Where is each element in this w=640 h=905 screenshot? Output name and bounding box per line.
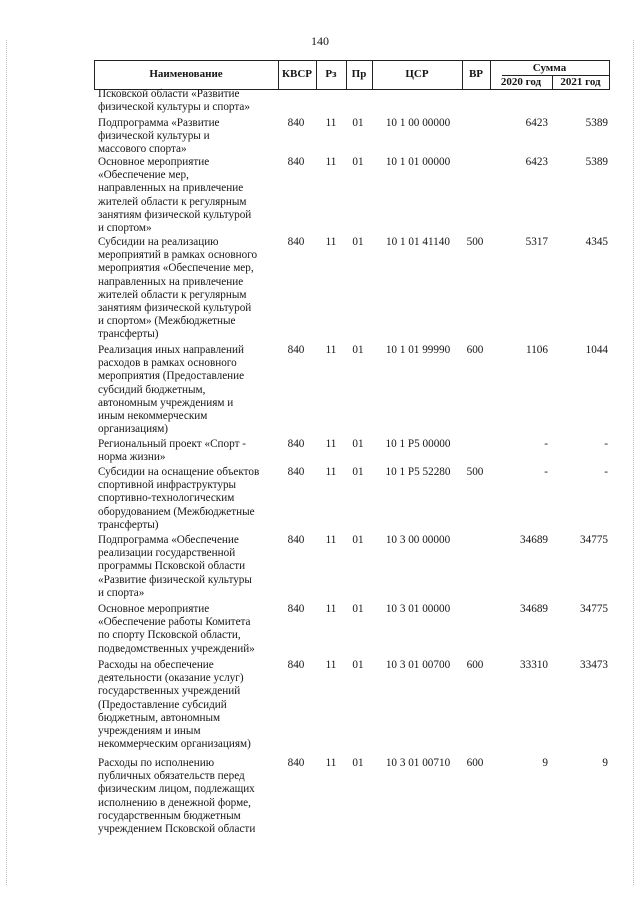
row-sum-2021: 33473 (580, 659, 608, 671)
row-csr: 10 1 01 00000 (385, 156, 451, 168)
row-csr: 10 1 00 00000 (385, 117, 451, 129)
scan-edge-left (6, 40, 7, 885)
row-sum-2020: - (544, 466, 548, 478)
row-sum-2021: 5389 (585, 156, 608, 168)
header-vr: ВР (468, 68, 484, 80)
row-name: Реализация иных направлений расходов в рамках основного мероприятия (Предоставление субсидий бюджетным, автономным учреждениям и иным некоммерческим организациям) (98, 344, 245, 436)
header-sum: Сумма (532, 62, 567, 74)
row-rz: 11 (325, 236, 337, 248)
header-divider (609, 60, 610, 90)
row-pr: 01 (352, 117, 364, 129)
row-vr: 600 (466, 659, 484, 671)
row-csr: 10 3 01 00710 (385, 757, 451, 769)
header-csr: ЦСР (405, 68, 429, 80)
row-rz: 11 (325, 659, 337, 671)
row-sum-2021: 34775 (580, 603, 608, 615)
row-rz: 11 (325, 156, 337, 168)
row-name: Подпрограмма «Развитие физической культуры и массового спорта» (98, 117, 220, 156)
row-rz: 11 (325, 757, 337, 769)
row-kvsr: 840 (287, 603, 305, 615)
row-csr: 10 1 01 41140 (386, 236, 450, 248)
header-year-2021: 2021 год (560, 76, 601, 88)
row-sum-2020: 34689 (520, 603, 548, 615)
row-kvsr: 840 (287, 438, 305, 450)
row-name: Основное мероприятие «Обеспечение работы Комитета по спорту Псковской области, подведомственных учреждений» (98, 603, 255, 655)
row-rz: 11 (325, 603, 337, 615)
row-csr: 10 1 P5 52280 (385, 466, 451, 478)
continuation-text: Псковской области «Развитие физической культуры и спорта» (98, 88, 250, 114)
row-sum-2021: 9 (602, 757, 608, 769)
row-rz: 11 (325, 344, 337, 356)
row-pr: 01 (352, 534, 364, 546)
row-name: Региональный проект «Спорт - норма жизни» (98, 438, 246, 464)
table-header (94, 60, 610, 90)
row-sum-2020: 5317 (525, 236, 548, 248)
row-csr: 10 3 01 00000 (385, 603, 451, 615)
row-sum-2020: 33310 (520, 659, 548, 671)
row-csr: 10 1 01 99990 (385, 344, 451, 356)
header-name: Наименование (149, 68, 223, 80)
row-vr: 500 (466, 236, 484, 248)
row-sum-2020: 6423 (525, 117, 548, 129)
row-sum-2020: 9 (542, 757, 548, 769)
row-name: Субсидии на оснащение объектов спортивной инфраструктуры спортивно-технологическим оборудованием (Межбюджетные трансферты) (98, 466, 260, 531)
row-pr: 01 (352, 466, 364, 478)
row-sum-2021: - (604, 438, 608, 450)
row-kvsr: 840 (287, 534, 305, 546)
row-pr: 01 (352, 659, 364, 671)
row-kvsr: 840 (287, 757, 305, 769)
header-rz: Рз (325, 68, 337, 80)
row-pr: 01 (352, 603, 364, 615)
row-pr: 01 (352, 344, 364, 356)
row-kvsr: 840 (287, 117, 305, 129)
row-csr: 10 3 00 00000 (385, 534, 451, 546)
row-vr: 600 (466, 757, 484, 769)
row-vr: 500 (466, 466, 484, 478)
header-pr: Пр (351, 68, 367, 80)
row-sum-2020: 1106 (526, 344, 548, 356)
row-kvsr: 840 (287, 344, 305, 356)
row-csr: 10 3 01 00700 (385, 659, 451, 671)
row-sum-2021: 4345 (585, 236, 608, 248)
scan-edge-right (633, 40, 634, 885)
row-sum-2021: 5389 (585, 117, 608, 129)
header-year-2020: 2020 год (500, 76, 542, 88)
row-sum-2021: 34775 (580, 534, 608, 546)
row-sum-2021: 1044 (585, 344, 608, 356)
row-kvsr: 840 (287, 466, 305, 478)
row-sum-2020: 34689 (520, 534, 548, 546)
row-csr: 10 1 P5 00000 (385, 438, 451, 450)
row-name: Расходы по исполнению публичных обязательств перед физическим лицом, подлежащих исполнению в денежной форме, государственным бюджетным учреждением Псковской области (98, 757, 256, 836)
row-sum-2021: - (604, 466, 608, 478)
page-number: 140 (311, 34, 329, 48)
row-pr: 01 (352, 236, 364, 248)
row-kvsr: 840 (287, 156, 305, 168)
row-name: Подпрограмма «Обеспечение реализации государственной программы Псковской области «Развитие физической культуры и спорта» (98, 534, 252, 599)
row-name: Субсидии на реализацию мероприятий в рамках основного мероприятия «Обеспечение мер, направленных на привлечение жителей области к регулярным занятиям физической культурой и спортом» (Межбюджетные трансферты) (98, 236, 258, 341)
row-pr: 01 (352, 156, 364, 168)
row-pr: 01 (352, 757, 364, 769)
row-name: Расходы на обеспечение деятельности (оказание услуг) государственных учреждений (Предоставление субсидий бюджетным, автономным учреждениям и иным некоммерческим организациям) (98, 659, 251, 751)
row-rz: 11 (325, 438, 337, 450)
row-rz: 11 (325, 466, 337, 478)
row-rz: 11 (325, 117, 337, 129)
row-name: Основное мероприятие «Обеспечение мер, направленных на привлечение жителей области к регулярным занятиям физической культурой и спортом» (98, 156, 252, 235)
row-kvsr: 840 (287, 659, 305, 671)
row-pr: 01 (352, 438, 364, 450)
row-sum-2020: - (544, 438, 548, 450)
header-kvsr: КВСР (282, 68, 312, 80)
row-kvsr: 840 (287, 236, 305, 248)
row-rz: 11 (325, 534, 337, 546)
row-sum-2020: 6423 (525, 156, 548, 168)
row-vr: 600 (466, 344, 484, 356)
